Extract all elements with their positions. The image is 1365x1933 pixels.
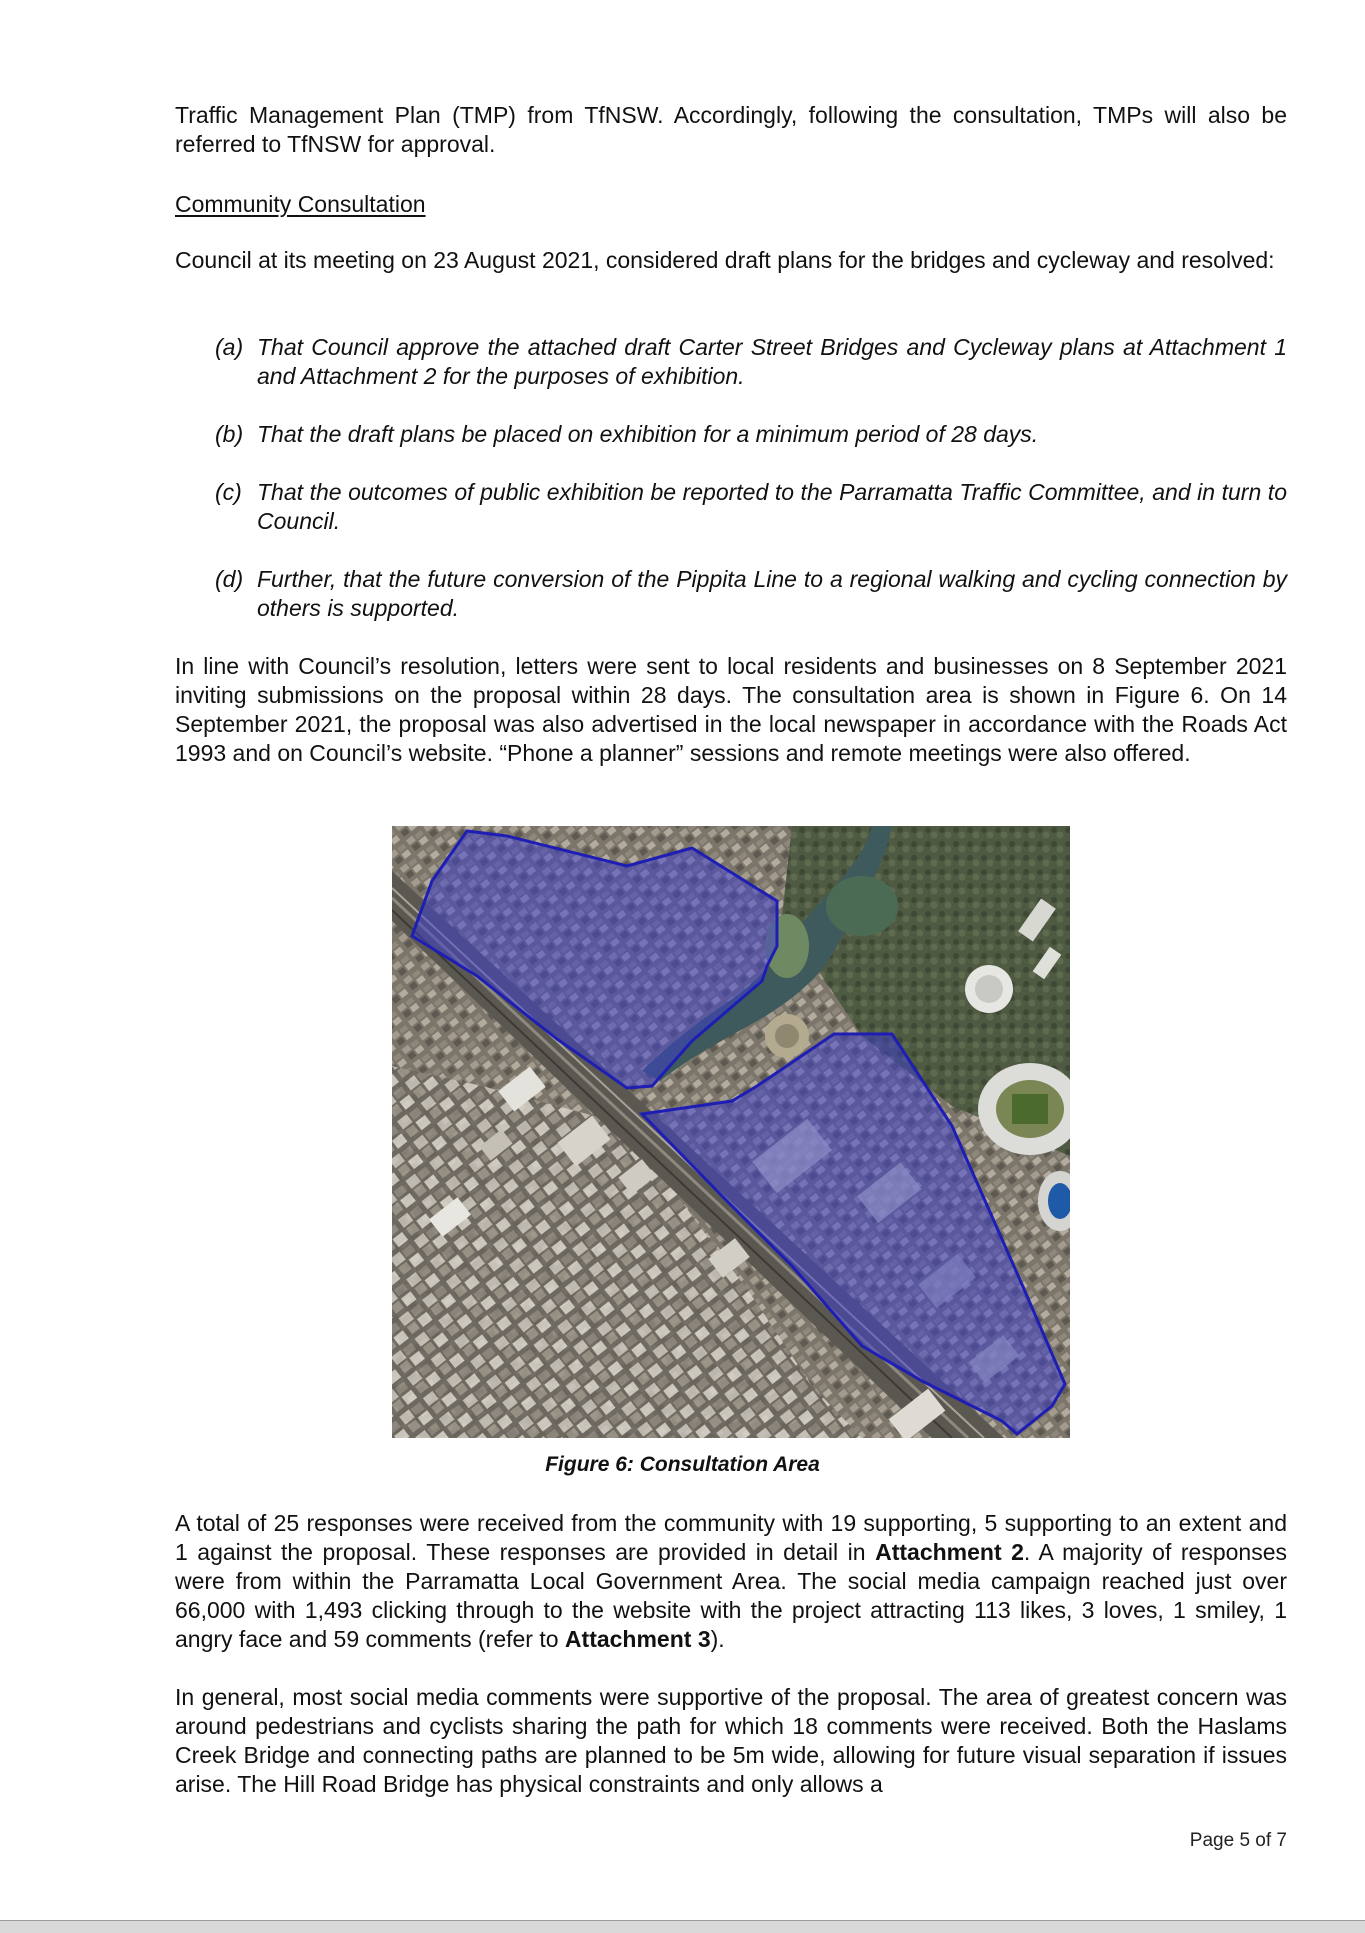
responses-text-1: A total of 25 responses were received from the community with 19 supporting, 5 supporting to an extent and 1 against the proposal. These responses are provided in detail in — [175, 1510, 1287, 1565]
section-heading: Community Consultation — [175, 191, 426, 217]
resolution-label: (d) — [215, 566, 244, 592]
viewer-bottom-bar — [0, 1920, 1365, 1933]
responses-text-3: ). — [710, 1626, 725, 1652]
responses-paragraph — [175, 1509, 1287, 1654]
resolution-intro: Council at its meeting on 23 August 2021, considered draft plans for the bridges and cycleway and resolved: — [175, 247, 1275, 273]
resolution-label: (c) — [215, 479, 242, 505]
resolution-label: (b) — [215, 421, 244, 447]
resolution-list — [175, 333, 1287, 623]
figure-caption: Figure 6: Consultation Area — [545, 1453, 820, 1476]
resolution-item-a — [175, 333, 1287, 391]
consultation-paragraph: In line with Council’s resolution, letters were sent to local residents and businesses on 8 September 2021 inviting submissions on the proposal within 28 days. The consultation area is shown in Figure 6. On 14 September 2021, the proposal was also advertised in the local newspaper in accordance with the Roads Act 1993 and on Council’s website. “Phone a planner” sessions and remote meetings were also offered. — [175, 653, 1287, 766]
consultation-area-map — [392, 826, 1070, 1438]
resolution-item-c — [175, 478, 1287, 536]
attachment-2-ref: Attachment 2 — [875, 1539, 1024, 1565]
resolution-item-b — [175, 420, 1287, 449]
resolution-text: That the outcomes of public exhibition be reported to the Parramatta Traffic Committee, and in turn to Council. — [257, 479, 1287, 534]
page-number: Page 5 of 7 — [1189, 1830, 1287, 1851]
responses-text-2: . A majority of responses were from within the Parramatta Local Government Area. The social media campaign reached just over 66,000 with 1,493 clicking through to the website with the project attracting 113 likes, 3 loves, 1 smiley, 1 angry face and 59 comments (refer to — [175, 1539, 1287, 1652]
attachment-3-ref: Attachment 3 — [564, 1626, 711, 1652]
general-paragraph: In general, most social media comments were supportive of the proposal. The area of greatest concern was around pedestrians and cyclists sharing the path for which 18 comments were received. Both the Haslams Creek Bridge and connecting paths are planned to be 5m wide, allowing for future visual separation if issues arise. The Hill Road Bridge has physical constraints and only allows a — [175, 1684, 1287, 1797]
resolution-text: That the draft plans be placed on exhibition for a minimum period of 28 days. — [257, 421, 1039, 447]
intro-paragraph: Traffic Management Plan (TMP) from TfNSW. Accordingly, following the consultation, TMPs will also be referred to TfNSW for approval. — [175, 102, 1287, 157]
resolution-text: That Council approve the attached draft Carter Street Bridges and Cycleway plans at Attachment 1 and Attachment 2 for the purposes of exhibition. — [257, 334, 1287, 389]
resolution-item-d — [175, 565, 1287, 623]
resolution-text: Further, that the future conversion of the Pippita Line to a regional walking and cycling connection by others is supported. — [257, 566, 1287, 621]
resolution-label: (a) — [215, 334, 244, 360]
